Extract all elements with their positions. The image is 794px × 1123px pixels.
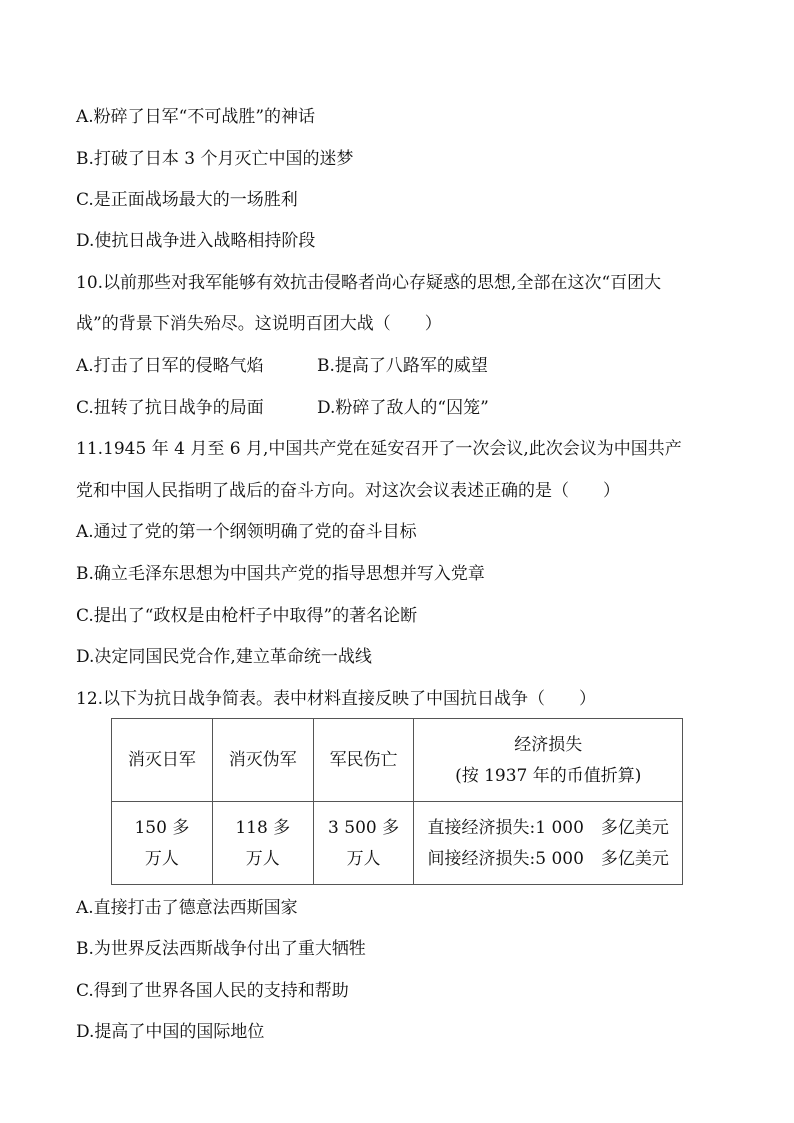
- q10-option-a: A.打击了日军的侵略气焰: [76, 356, 264, 376]
- cell-puppet-killed: [212, 802, 313, 885]
- cell-value: 118 多: [235, 817, 291, 838]
- cell-unit: 万人: [245, 848, 280, 869]
- q12-stem: 12.以下为抗日战争简表。表中材料直接反映了中国抗日战争（ ）: [76, 689, 597, 709]
- q10-option-d: D.粉碎了敌人的“囚笼”: [317, 398, 489, 418]
- cell-unit: 万人: [144, 848, 179, 869]
- q10-stem-line2: 战”的背景下消失殆尽。这说明百团大战（ ）: [76, 314, 442, 334]
- q10-option-c: C.扭转了抗日战争的局面: [76, 398, 264, 418]
- q12-option-d: D.提高了中国的国际地位: [76, 1022, 265, 1042]
- header-casualties: 军民伤亡: [313, 719, 414, 802]
- cell-unit: 万人: [346, 848, 381, 869]
- q12-option-a: A.直接打击了德意法西斯国家: [76, 898, 298, 918]
- q9-option-b: B.打破了日本 3 个月灭亡中国的迷梦: [76, 149, 354, 169]
- q12-option-c: C.得到了世界各国人民的支持和帮助: [76, 981, 349, 1001]
- q11-option-b: B.确立毛泽东思想为中国共产党的指导思想并写入党章: [76, 564, 485, 584]
- q9-option-a: A.粉碎了日军“不可战胜”的神话: [76, 107, 316, 127]
- war-summary-table: [111, 718, 683, 885]
- cell-economic-loss: [414, 802, 683, 885]
- q9-option-d: D.使抗日战争进入战略相持阶段: [76, 231, 316, 251]
- header-economic-loss: [414, 719, 683, 802]
- header-puppet-killed: 消灭伪军: [212, 719, 313, 802]
- q11-stem-line2: 党和中国人民指明了战后的奋斗方向。对这次会议表述正确的是（ ）: [76, 481, 620, 501]
- cell-japanese-killed: [112, 802, 213, 885]
- header-economic-loss-title: 经济损失: [514, 734, 583, 755]
- q11-option-c: C.提出了“政权是由枪杆子中取得”的著名论断: [76, 606, 418, 626]
- q9-option-c: C.是正面战场最大的一场胜利: [76, 190, 298, 210]
- indirect-loss: 间接经济损失:5 000 多亿美元: [427, 848, 669, 869]
- q12-option-b: B.为世界反法西斯战争付出了重大牺牲: [76, 939, 366, 959]
- table-row: [112, 802, 683, 885]
- cell-value: 150 多: [134, 817, 190, 838]
- q11-option-d: D.决定同国民党合作,建立革命统一战线: [76, 647, 372, 667]
- direct-loss: 直接经济损失:1 000 多亿美元: [427, 817, 669, 838]
- q10-stem-line1: 10.以前那些对我军能够有效抗击侵略者尚心存疑惑的思想,全部在这次“百团大: [76, 273, 662, 293]
- q11-stem-line1: 11.1945 年 4 月至 6 月,中国共产党在延安召开了一次会议,此次会议为中国共产: [76, 439, 682, 459]
- q11-option-a: A.通过了党的第一个纲领明确了党的奋斗目标: [76, 522, 417, 542]
- cell-value: 3 500 多: [328, 817, 400, 838]
- header-japanese-killed: 消灭日军: [112, 719, 213, 802]
- cell-casualties: [313, 802, 414, 885]
- table-header-row: [112, 719, 683, 802]
- q10-option-b: B.提高了八路军的威望: [317, 356, 488, 376]
- header-economic-loss-note: (按 1937 年的币值折算): [455, 765, 642, 786]
